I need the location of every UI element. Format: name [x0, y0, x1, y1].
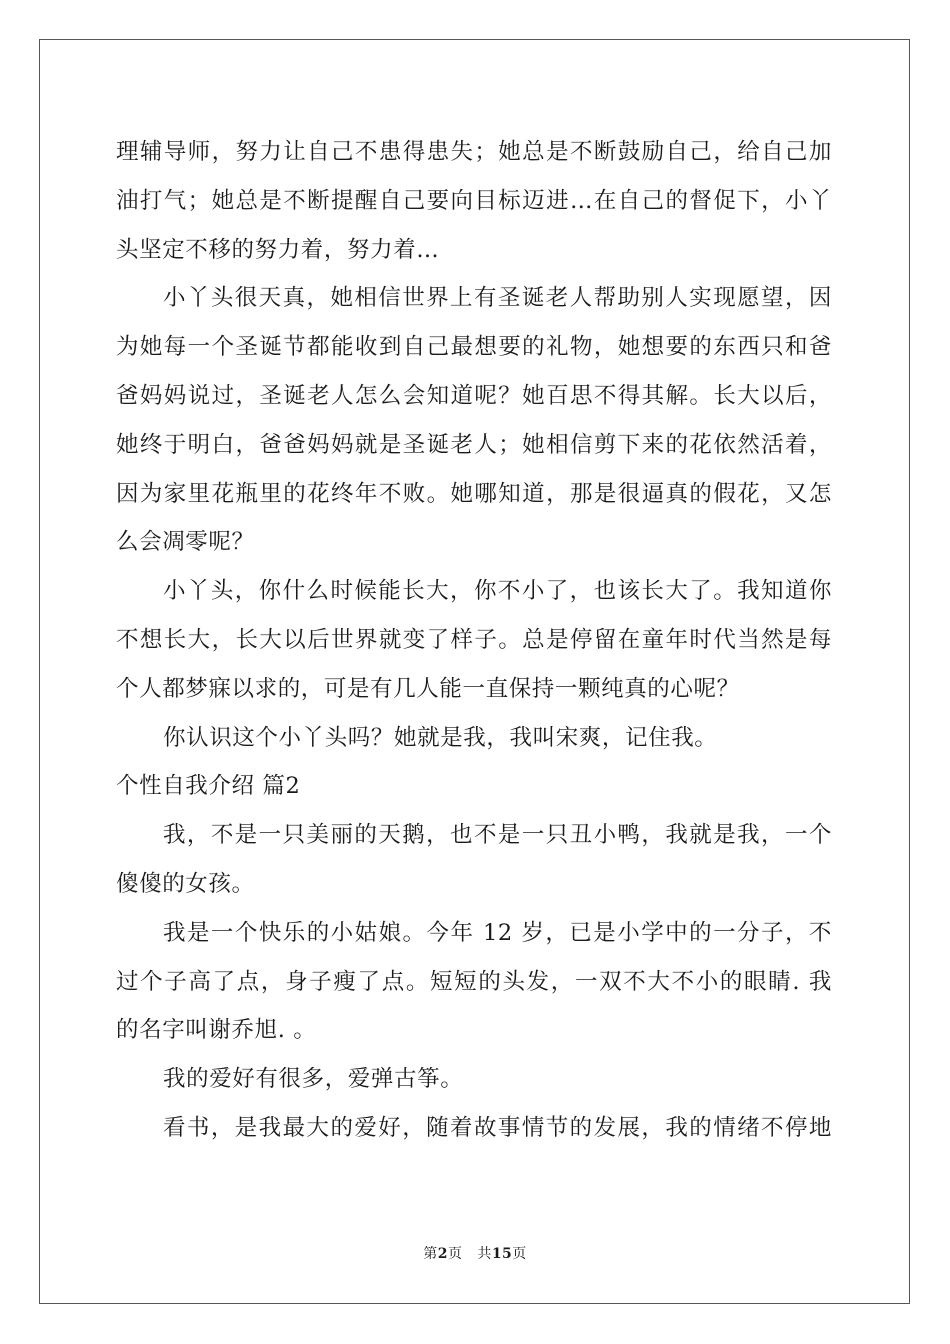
paragraph-start-line: 小丫头，你什么时候能长大，你不小了，也该长大了。我知道你: [163, 578, 832, 605]
section-heading: 个性自我介绍 篇2: [116, 773, 301, 800]
text-line: 她终于明白，爸爸妈妈就是圣诞老人；她相信剪下来的花依然活着，: [116, 431, 832, 458]
paragraph-start-line: 我，不是一只美丽的天鹅，也不是一只丑小鸭，我就是我，一个: [163, 822, 832, 849]
page-prefix: 第: [423, 1246, 438, 1262]
text-line: 么会凋零呢？: [116, 529, 255, 556]
text-line: 不想长大，长大以后世界就变了样子。总是停留在童年时代当然是每: [116, 626, 832, 653]
total-prefix: 共: [477, 1246, 492, 1262]
text-line: 个人都梦寐以求的，可是有几人能一直保持一颗纯真的心呢？: [116, 675, 740, 702]
text-line: 为她每一个圣诞节都能收到自己最想要的礼物，她想要的东西只和爸: [116, 334, 832, 361]
text-line: 理辅导师，努力让自己不患得患失；她总是不断鼓励自己，给自己加: [116, 139, 832, 165]
text-line: 傻傻的女孩。: [116, 870, 255, 897]
text-line: 头坚定不移的努力着，努力着…: [116, 236, 440, 263]
page-suffix: 页: [447, 1246, 463, 1262]
text-line: 的名字叫谢乔旭. 。: [116, 1017, 317, 1044]
page-footer: [0, 1243, 950, 1263]
text-line: 过个子高了点，身子瘦了点。短短的头发，一双不大不小的眼睛. 我: [116, 968, 832, 995]
text-line: 油打气；她总是不断提醒自己要向目标迈进…在自己的督促下，小丫: [116, 187, 832, 214]
paragraph-start-line: 看书，是我最大的爱好，随着故事情节的发展，我的情绪不停地: [163, 1114, 832, 1141]
paragraph-start-line: 你认识这个小丫头吗？她就是我，我叫宋爽，记住我。: [163, 724, 718, 751]
paragraph-start-line: 小丫头很天真，她相信世界上有圣诞老人帮助别人实现愿望，因: [163, 285, 832, 312]
total-pages: 15: [491, 1246, 513, 1262]
text-line: 爸妈妈说过，圣诞老人怎么会知道呢？她百思不得其解。长大以后，: [116, 382, 832, 409]
total-suffix: 页: [512, 1246, 527, 1262]
page-number: 2: [437, 1246, 448, 1262]
paragraph-start-line: 我是一个快乐的小姑娘。今年 12 岁，已是小学中的一分子，不: [163, 919, 832, 946]
paragraph-start-line: 我的爱好有很多，爱弹古筝。: [163, 1066, 464, 1093]
document-body: [116, 128, 832, 1153]
text-line: 因为家里花瓶里的花终年不败。她哪知道，那是很逼真的假花，又怎: [116, 480, 832, 507]
